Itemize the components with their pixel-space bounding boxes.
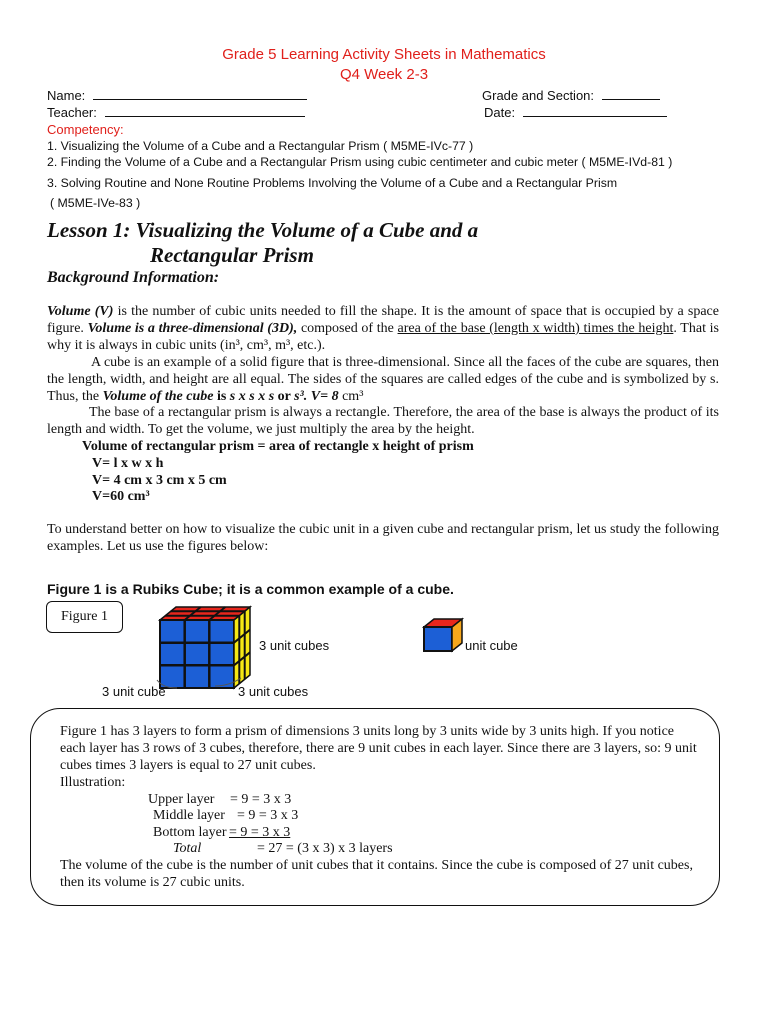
competency-item: 2. Finding the Volume of a Cube and a Rectangular Prism using cubic centimeter and cubic meter ( M5ME-IVd-81 )	[47, 155, 673, 169]
layer-row: Upper layer = 9 = 3 x 3	[148, 792, 292, 807]
conclusion-paragraph: The volume of the cube is the number of unit cubes that it contains. Since the cube is composed of 27 unit cubes, then its volume is 27 cubic units.	[60, 858, 693, 890]
figure-caption: Figure 1 is a Rubiks Cube; it is a common example of a cube.	[47, 581, 454, 597]
teacher-field	[47, 104, 305, 120]
lesson-title: Lesson 1: Visualizing the Volume of a Cube and a	[47, 218, 479, 242]
examples-paragraph: To understand better on how to visualize the cubic unit in a given cube and rectangular prism, let us study the following examples. Let us use the figures below:	[47, 522, 719, 554]
name-field	[47, 87, 307, 103]
lesson-title-line2: Rectangular Prism	[150, 243, 314, 267]
formula-line: V= l x w x h	[92, 456, 164, 471]
figure-label: Figure 1	[46, 601, 123, 633]
competency-item: 3. Solving Routine and None Routine Problems Involving the Volume of a Cube and a Rectangular Prism	[47, 176, 618, 190]
cube-paragraph: A cube is an example of a solid figure that is three-dimensional. Since all the faces of the cube are squares, then the length, width, and height are all equal. The sides of the squares are called edges of the cube and is symbolized by s. Thus, the Volume of the cube is s x s x s or s³. V= 8 cm³	[47, 355, 719, 404]
date-blank	[523, 104, 667, 117]
formula-title: Volume of rectangular prism = area of rectangle x height of prism	[82, 439, 474, 454]
document-title: Grade 5 Learning Activity Sheets in Mathematics	[222, 46, 546, 63]
document-subtitle: Q4 Week 2-3	[339, 66, 429, 83]
date-label: Date:	[484, 105, 516, 120]
layer-row: Bottom layer = 9 = 3 x 3	[153, 825, 291, 840]
volume-definition-paragraph: Volume (V) is the number of cubic units needed to fill the shape. It is the amount of space that is occupied by a space figure. Volume is a three-dimensional (3D), composed of the area of the base (length x width) times the height. That is why it is always in cubic units (in³, cm³, m³, etc.).	[47, 304, 719, 353]
volume-term: Volume (V)	[47, 304, 114, 319]
unit-cube-icon	[422, 617, 464, 653]
label-3-unit-cube-left: 3 unit cube	[102, 684, 166, 699]
background-heading: Background Information:	[47, 269, 220, 286]
grade-section-field	[482, 87, 660, 103]
label-3-unit-cubes-right: 3 unit cubes	[259, 638, 330, 653]
prism-paragraph: The base of a rectangular prism is always a rectangle. Therefore, the area of the base is always the product of its length and width. To get the volume, we just multiply the area by the height.	[47, 405, 719, 437]
competency-item: 1. Visualizing the Volume of a Cube and a Rectangular Prism ( M5ME-IVc-77 )	[47, 139, 474, 153]
layer-total-row: Total = 27 = (3 x 3) x 3 layers	[173, 841, 393, 856]
formula-line: V=60 cm³	[92, 489, 150, 504]
explanation-paragraph: Figure 1 has 3 layers to form a prism of dimensions 3 units long by 3 units wide by 3 units high. If you notice each layer has 3 rows of 3 cubes, therefore, there are 9 unit cubes in each layer. Since there are 3 layers, so: 9 unit cubes times 3 layers is equal to 27 unit cubes.	[60, 724, 697, 773]
brace-icon	[155, 676, 245, 696]
name-blank	[93, 87, 307, 100]
name-label: Name:	[47, 88, 86, 103]
competency-item: ( M5ME-IVe-83 )	[50, 196, 141, 210]
layer-row: Middle layer = 9 = 3 x 3	[153, 808, 299, 823]
label-3-unit-cubes-bottom: 3 unit cubes	[238, 684, 309, 699]
competency-heading: Competency:	[47, 122, 124, 137]
date-field	[484, 104, 667, 120]
grade-section-blank	[602, 87, 660, 100]
illustration-label: Illustration:	[60, 775, 126, 790]
teacher-blank	[105, 104, 305, 117]
formula-line: V= 4 cm x 3 cm x 5 cm	[92, 473, 227, 488]
teacher-label: Teacher:	[47, 105, 97, 120]
label-unit-cube: unit cube	[465, 638, 518, 653]
grade-section-label: Grade and Section:	[482, 88, 595, 103]
